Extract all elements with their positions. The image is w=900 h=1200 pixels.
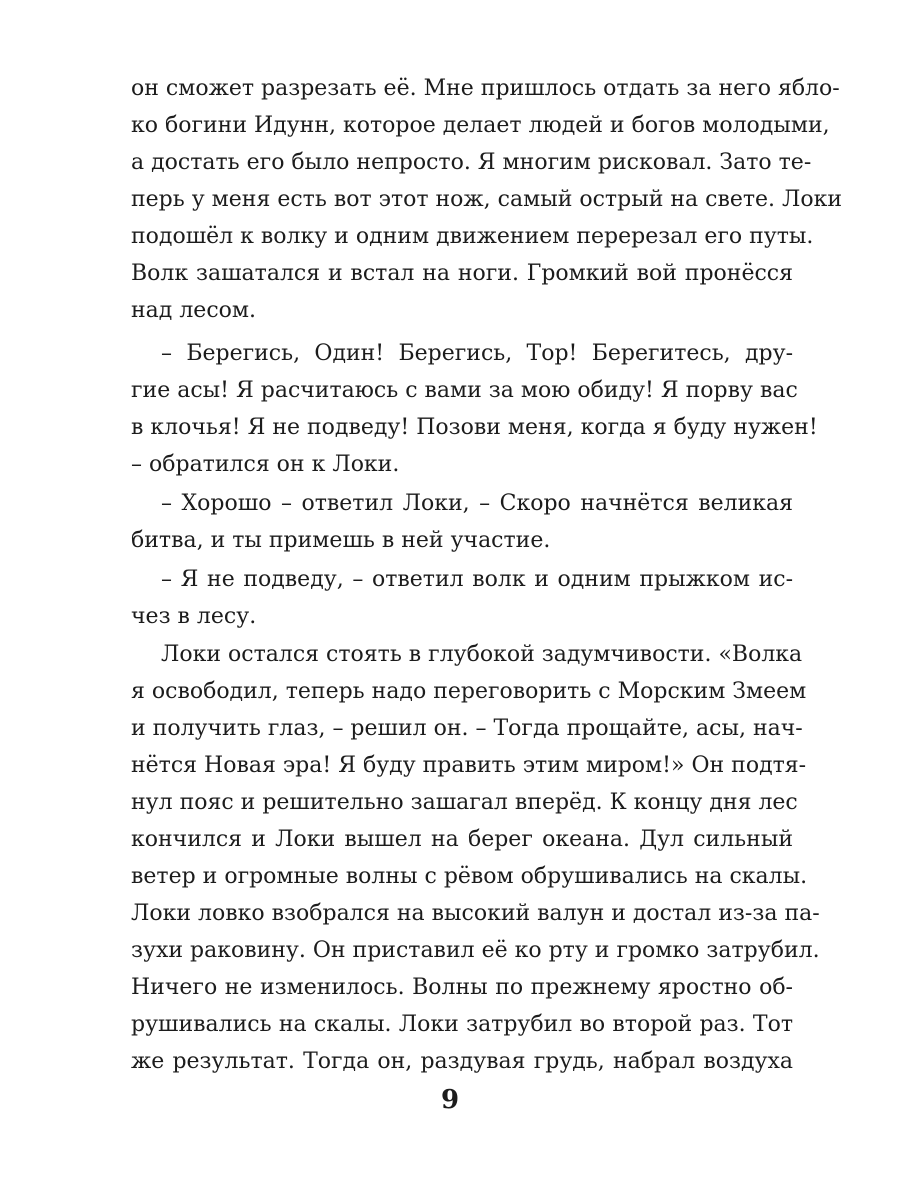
text-line: зухи раковину. Он приставил её ко рту и громко затрубил. — [131, 938, 820, 963]
text-line: Ничего не изменилось. Волны по прежнему яростно об- — [131, 975, 793, 1000]
text-line: Волк зашатался и встал на ноги. Громкий вой пронёсся — [131, 261, 793, 286]
text-line: он сможет разрезать её. Мне пришлось отдать за него ябло- — [131, 76, 840, 101]
text-line: ветер и огромные волны с рёвом обрушивались на скалы. — [131, 864, 808, 889]
page-number: 9 — [440, 1085, 460, 1115]
text-line: – Я не подведу, – ответил волк и одним прыжком ис- — [161, 567, 793, 592]
text-line: нётся Новая эра! Я буду править этим миром!» Он подтя- — [131, 753, 807, 778]
text-line: в клочья! Я не подведу! Позови меня, когда я буду нужен! — [131, 415, 818, 440]
text-line: гие асы! Я расчитаюсь с вами за мою обиду! Я порву вас — [131, 378, 798, 403]
text-line: нул пояс и решительно зашагал вперёд. К концу дня лес — [131, 790, 798, 815]
text-line: же результат. Тогда он, раздувая грудь, набрал воздуха — [131, 1049, 793, 1074]
text-line: над лесом. — [131, 298, 256, 323]
text-line: ко богини Идунн, которое делает людей и богов молодыми, — [131, 113, 830, 138]
text-line: Локи остался стоять в глубокой задумчивости. «Волка — [161, 642, 803, 667]
text-line: чез в лесу. — [131, 604, 257, 629]
text-line: и получить глаз, – решил он. – Тогда прощайте, асы, нач- — [131, 716, 803, 741]
text-line: а достать его было непросто. Я многим рисковал. Зато те- — [131, 150, 812, 175]
text-line: – Хорошо – ответил Локи, – Скоро начнётся великая — [161, 491, 793, 516]
text-line: перь у меня есть вот этот нож, самый острый на свете. Локи — [131, 187, 843, 212]
text-line: кончился и Локи вышел на берег океана. Дул сильный — [131, 827, 793, 852]
text-line: – обратился он к Локи. — [131, 452, 400, 477]
text-line: подошёл к волку и одним движением перерезал его путы. — [131, 224, 814, 249]
text-line: Локи ловко взобрался на высокий валун и достал из-за па- — [131, 901, 820, 926]
text-line: я освободил, теперь надо переговорить с Морским Змеем — [131, 679, 807, 704]
text-line: битва, и ты примешь в ней участие. — [131, 528, 551, 553]
text-line: рушивались на скалы. Локи затрубил во второй раз. Тот — [131, 1012, 793, 1037]
text-line: – Берегись, Один! Берегись, Тор! Берегитесь, дру- — [161, 341, 793, 366]
